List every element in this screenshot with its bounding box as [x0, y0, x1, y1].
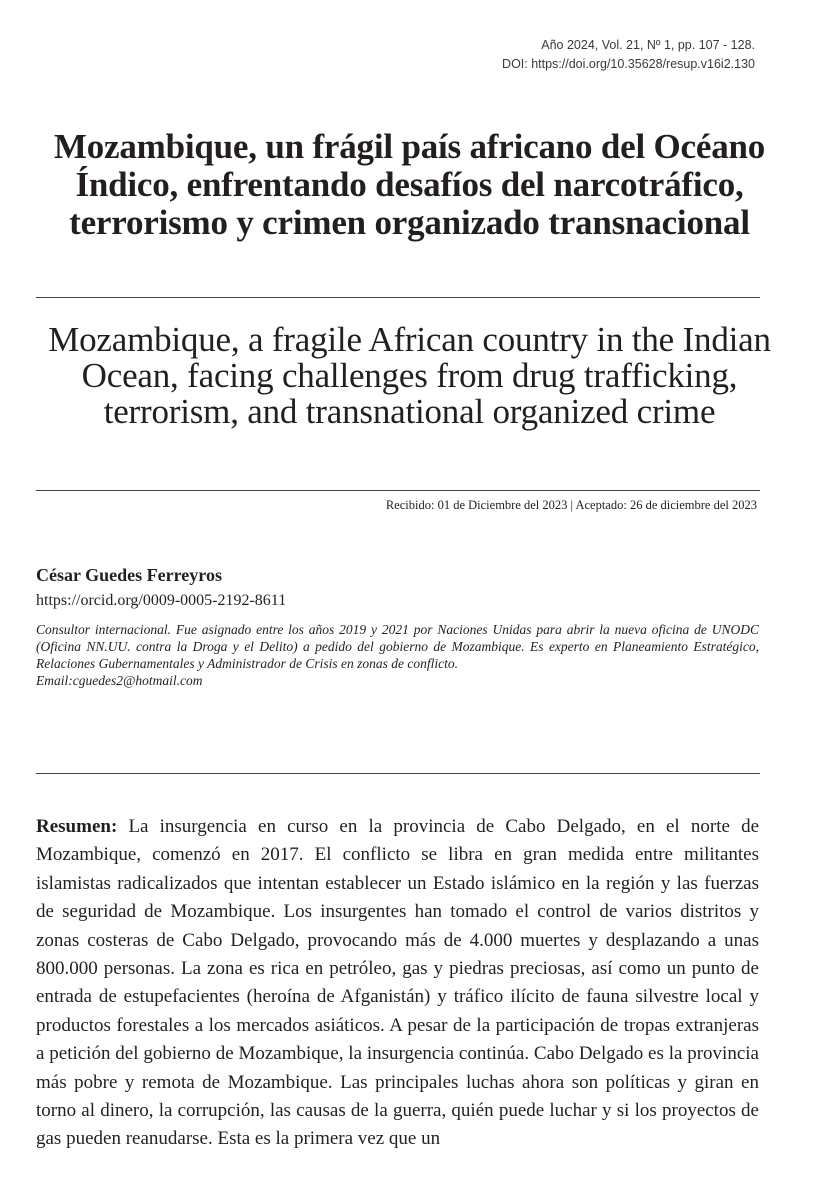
doi-link[interactable]: DOI: https://doi.org/10.35628/resup.v16i2.130 — [502, 57, 755, 71]
received-accepted-dates: Recibido: 01 de Diciembre del 2023 | Aceptado: 26 de diciembre del 2023 — [385, 498, 757, 512]
author-orcid-link[interactable]: https://orcid.org/0009-0005-2192-8611 — [36, 592, 287, 609]
abstract — [36, 813, 759, 1154]
abstract-divider — [36, 773, 760, 774]
publication-info — [502, 36, 755, 74]
author-email[interactable]: Email:cguedes2@hotmail.com — [36, 673, 203, 688]
dates-divider — [36, 490, 760, 491]
author-affiliation — [36, 621, 759, 689]
author-name: César Guedes Ferreyros — [36, 565, 222, 585]
title-english: Mozambique, a fragile African country in the Indian Ocean, facing challenges from drug trafficking, terrorism, and transnational organized crime — [48, 320, 771, 431]
title-divider — [36, 297, 760, 298]
abstract-text: La insurgencia en curso en la provincia de Cabo Delgado, en el norte de Mozambique, comenzó en 2017. El conflicto se libra en gran medida entre militantes islamistas radicalizados que intentan establecer un Estado islámico en la región y las fuerzas de seguridad de Mozambique. Los insurgentes han tomado el control de varios distritos y zonas costeras de Cabo Delgado, provocando más de 4.000 muertes y desplazando a unas 800.000 personas. La zona es rica en petróleo, gas y piedras preciosas, así como un punto de entrada de estupefacientes (heroína de Afganistán) y tráfico ilícito de fauna silvestre local y productos forestales a los mercados asiáticos. A pesar de la participación de tropas extranjeras a petición del gobierno de Mozambique, la insurgencia continúa. Cabo Delgado es la provincia más pobre y remota de Mozambique. Las principales luchas ahora son políticas y giran en torno al dinero, la corrupción, las causas de la guerra, quién puede luchar y si los proyectos de gas pueden reanudarse. Esta es la primera vez que un — [36, 816, 759, 1150]
abstract-label: Resumen: — [36, 816, 118, 837]
title-spanish: Mozambique, un frágil país africano del Océano Índico, enfrentando desafíos del narcotráfico, terrorismo y crimen organizado transnacional — [53, 127, 766, 242]
volume-info: Año 2024, Vol. 21, Nº 1, pp. 107 - 128. — [541, 38, 755, 52]
author-bio-text: Consultor internacional. Fue asignado entre los años 2019 y 2021 por Naciones Unidas para abrir la nueva oficina de UNODC (Oficina NN.UU. contra la Droga y el Delito) a pedido del gobierno de Mozambique. Es experto en Planeamiento Estratégico, Relaciones Gubernamentales y Administrador de Crisis en zonas de conflicto. — [36, 622, 759, 671]
